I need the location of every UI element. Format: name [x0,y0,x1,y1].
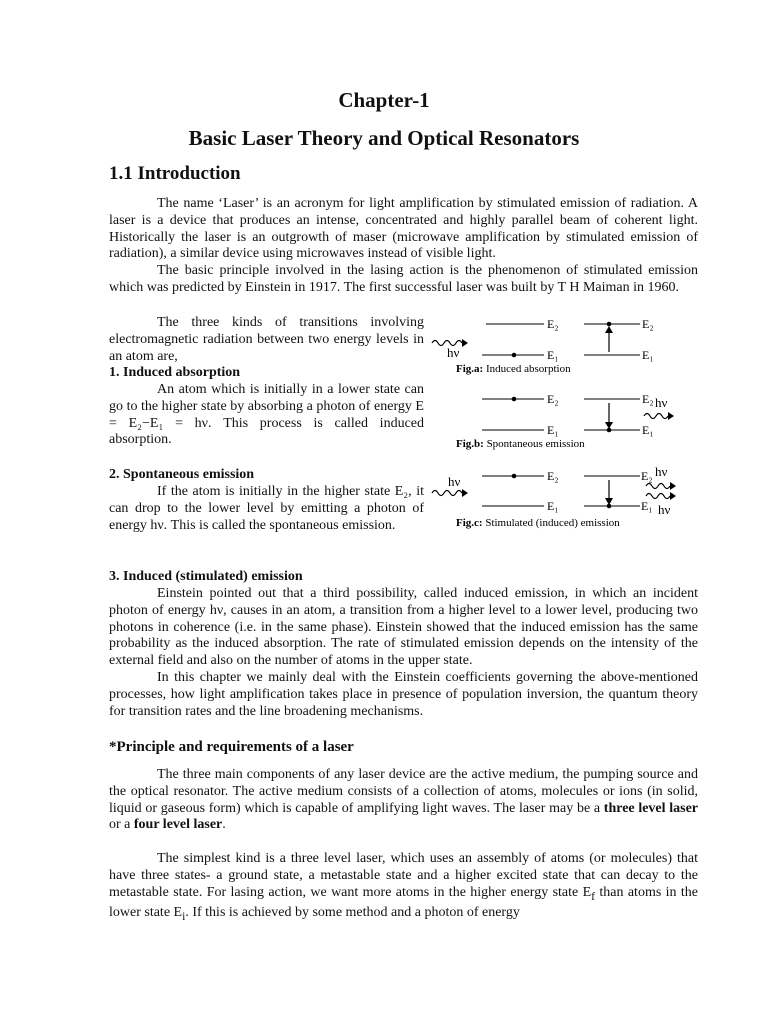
intro-paragraph-1: The name ‘Laser’ is an acronym for light amplification by stimulated emission of radiation. A laser is a device that produces an intense, concentrated and highly parallel beam of coherent light. Historically the laser is an outgrowth of maser (microwave amplification by stimulated emission of radiation), a similar device using microwaves instead of visible light. [109,196,698,262]
principle-paragraph-2: The simplest kind is a three level laser, which uses an assembly of atoms (or molecules) that have three states- a ground state, a metastable state and a higher excited state that can decay to the metastable state. For lasing action, we want more atoms in the higher energy state $E_f$ than atoms in the lower state $E_i$. If this is achieved by some method and a photon of energy [109,851,698,923]
chapter-title: Basic Laser Theory and Optical Resonators [188,126,580,150]
section-heading: 1.1 Introduction [109,163,241,184]
intro-paragraph-3: The three kinds of transitions involving electromagnetic radiation between two energy levels in an atom are, [109,315,424,364]
figure-spontaneous-emission [428,387,678,452]
arrow-head [670,492,676,500]
arrow-head [668,412,674,420]
level-label-e1: E₁ [547,499,559,513]
absorption-block [109,382,424,449]
stimulated-heading: 3. Induced (stimulated) emission [109,569,303,584]
stimulated-block [109,586,698,720]
stimulated-paragraph-2: In this chapter we mainly deal with the Einstein coefficients governing the above-mentioned processes, how light amplification takes place in presence of population inversion, the quantum theory for transition rates and the line broadening mechanisms. [109,669,698,719]
intro-paragraph-3-block [109,315,424,365]
figure-caption: Fig.c: Stimulated (induced) emission [456,517,620,529]
atom-dot [512,397,517,402]
emitted-photon-wave [644,414,668,419]
arrow-head [605,422,613,429]
level-label-e1: E₁ [547,423,559,437]
absorption-heading: 1. Induced absorption [109,365,241,380]
spontaneous-text: If the atom is initially in the higher state E₂, it can drop to the lower level by emitting a photon of energy hν. This is called the spontaneous emission. [109,484,424,533]
photon-energy-label: hν [448,474,461,489]
arrow-head [462,339,468,347]
photon-energy-label: hν [447,345,460,360]
level-label-e2: E₂ [641,469,653,483]
principle-block-1 [109,767,698,834]
figure-caption: Fig.a: Induced absorption [456,363,571,375]
arrow-head [605,498,613,505]
level-label-e1: E₁ [642,423,654,437]
intro-block [109,196,698,297]
arrow-head [462,489,468,497]
emitted-photon-wave [646,494,670,499]
spontaneous-block [109,484,424,534]
atom-dot [512,474,517,479]
figure-stimulated-emission [428,462,678,532]
three-level-laser-term: three level laser [603,800,698,816]
photon-energy-label: hν [655,464,668,479]
level-label-e1: E₁ [547,348,559,362]
level-label-e1: E₁ [641,499,653,513]
level-label-e2: E₂ [642,317,654,331]
level-label-e2: E₂ [547,469,559,483]
figure-induced-absorption [428,312,668,377]
intro-paragraph-2: The basic principle involved in the lasing action is the phenomenon of stimulated emission which was predicted by Einstein in 1917. The first successful laser was built by T H Maiman in 1960. [109,263,698,295]
spontaneous-heading: 2. Spontaneous emission [109,467,255,482]
photon-energy-label: hν [658,502,671,517]
arrow-head [670,482,676,490]
absorption-text: An atom which is initially in a lower state can go to the higher state by absorbing a photon of energy E = E₂−E₁ = hν. This process is called induced absorption. [109,382,424,448]
level-label-e1: E₁ [642,348,654,362]
arrow-head [605,326,613,333]
principle-paragraph-1: The three main components of any laser device are the active medium, the pumping source and the optical resonator. The active medium consists of a collection of atoms, molecules or ions (in solid, liquid or gaseous form) which is capable of amplifying light waves. The laser may be a three level laser or a four level laser. [109,767,698,833]
incident-photon-wave [432,491,462,496]
level-label-e2: E₂ [642,392,654,406]
atom-dot [607,322,612,327]
atom-dot [512,353,517,358]
four-level-laser-term: four level laser [133,817,223,833]
principle-heading: *Principle and requirements of a laser [109,739,354,755]
level-label-e2: E₂ [547,317,559,331]
figure-caption: Fig.b: Spontaneous emission [456,438,585,450]
stimulated-paragraph-1: Einstein pointed out that a third possibility, called induced emission, in which an incident photon of energy hν, causes in an atom, a transition from a higher level to a lower level, producing two photons in coherence (i.e. in the same phase). Einstein showed that the induced emission has the same probability as the induced absorption. The rate of stimulated emission depends on the intensity of the external field and also on the number of atoms in the upper state. [109,586,698,669]
level-label-e2: E₂ [547,392,559,406]
photon-energy-label: hν [655,395,668,410]
principle-block-2 [109,851,698,926]
emitted-photon-wave [646,484,670,489]
chapter-heading: Chapter-1 [338,88,430,112]
